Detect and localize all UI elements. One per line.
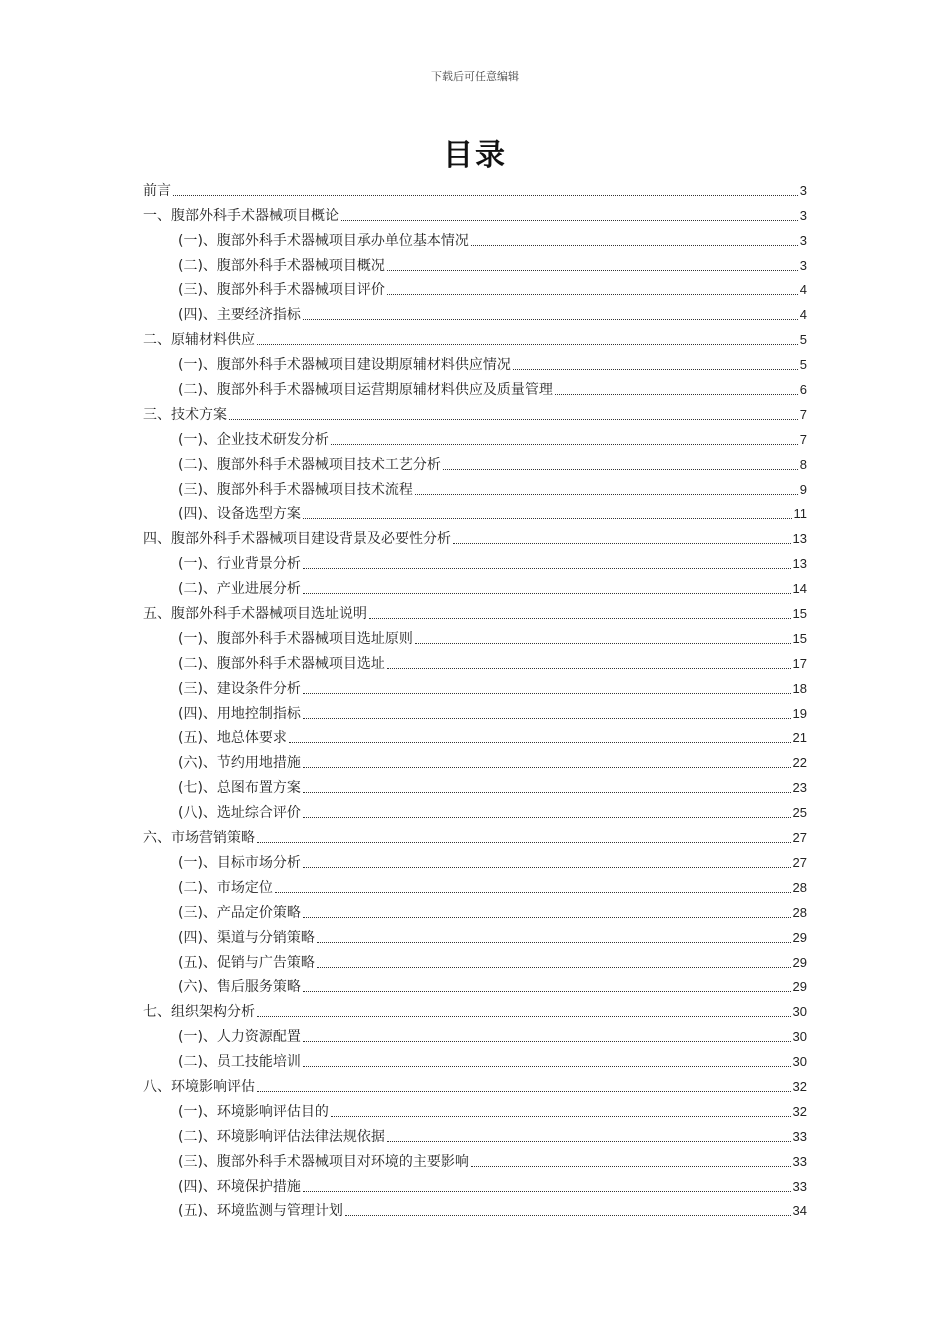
toc-entry-label: (一)、人力资源配置 [178, 1029, 301, 1046]
toc-dot-leader [289, 742, 791, 743]
toc-dot-leader [555, 394, 798, 395]
toc-entry-label: 四、腹部外科手术器械项目建设背景及必要性分析 [143, 531, 451, 548]
toc-dot-leader [303, 319, 798, 320]
toc-entry[interactable] [143, 624, 807, 649]
toc-entry-page: 3 [799, 232, 807, 248]
toc-entry-label: (二)、腹部外科手术器械项目概况 [178, 257, 385, 274]
toc-entry-page: 11 [793, 506, 807, 522]
toc-entry-page: 4 [799, 307, 807, 323]
toc-entry[interactable] [143, 475, 807, 500]
toc-entry-page: 3 [799, 257, 807, 273]
toc-entry-page: 32 [792, 1103, 807, 1119]
toc-entry-label: (一)、环境影响评估目的 [178, 1103, 329, 1120]
toc-entry[interactable] [143, 450, 807, 475]
toc-entry-page: 13 [792, 531, 807, 547]
toc-entry-page: 28 [792, 904, 807, 920]
toc-entry-page: 19 [792, 705, 807, 721]
toc-entry[interactable] [143, 251, 807, 276]
toc-entry[interactable] [143, 599, 807, 624]
toc-entry-page: 7 [799, 406, 807, 422]
toc-entry-label: 一、腹部外科手术器械项目概论 [143, 207, 339, 224]
toc-dot-leader [317, 942, 791, 943]
toc-entry-label: (四)、设备选型方案 [178, 506, 301, 523]
toc-entry[interactable] [143, 201, 807, 226]
toc-entry[interactable] [143, 1147, 807, 1172]
toc-entry[interactable] [143, 748, 807, 773]
toc-dot-leader [345, 1215, 791, 1216]
toc-dot-leader [229, 419, 798, 420]
toc-entry-label: (六)、节约用地措施 [178, 755, 301, 772]
toc-entry[interactable] [143, 500, 807, 525]
toc-dot-leader [257, 1091, 791, 1092]
toc-entry[interactable] [143, 823, 807, 848]
toc-entry-page: 30 [792, 1054, 807, 1070]
toc-entry-label: 三、技术方案 [143, 406, 227, 423]
toc-entry[interactable] [143, 1122, 807, 1147]
toc-dot-leader [303, 718, 791, 719]
toc-entry-label: (二)、产业进展分析 [178, 581, 301, 598]
toc-entry-label: (七)、总图布置方案 [178, 780, 301, 797]
toc-entry-label: (一)、行业背景分析 [178, 556, 301, 573]
toc-dot-leader [257, 842, 791, 843]
toc-entry-page: 32 [792, 1078, 807, 1094]
toc-dot-leader [303, 991, 791, 992]
toc-dot-leader [257, 1016, 791, 1017]
toc-entry-page: 29 [792, 929, 807, 945]
toc-dot-leader [303, 867, 791, 868]
toc-entry-page: 15 [792, 630, 807, 646]
toc-dot-leader [443, 469, 798, 470]
toc-entry-label: (三)、腹部外科手术器械项目评价 [178, 282, 385, 299]
toc-entry-page: 23 [792, 780, 807, 796]
toc-entry-label: 二、原辅材料供应 [143, 332, 255, 349]
toc-entry[interactable] [143, 1022, 807, 1047]
toc-entry-page: 27 [792, 830, 807, 846]
toc-entry-label: (四)、用地控制指标 [178, 705, 301, 722]
toc-entry-page: 15 [792, 606, 807, 622]
toc-entry-label: (二)、腹部外科手术器械项目运营期原辅材料供应及质量管理 [178, 382, 553, 399]
toc-entry-label: (五)、环境监测与管理计划 [178, 1203, 343, 1220]
toc-entry-page: 22 [792, 755, 807, 771]
toc-entry-label: (四)、环境保护措施 [178, 1178, 301, 1195]
toc-dot-leader [303, 1066, 791, 1067]
toc-entry[interactable] [143, 1097, 807, 1122]
toc-entry[interactable] [143, 948, 807, 973]
toc-dot-leader [303, 917, 791, 918]
toc-entry-page: 13 [792, 556, 807, 572]
toc-dot-leader [275, 892, 791, 893]
toc-entry[interactable] [143, 574, 807, 599]
toc-dot-leader [303, 518, 792, 519]
toc-entry[interactable] [143, 375, 807, 400]
toc-entry[interactable] [143, 1072, 807, 1097]
toc-dot-leader [331, 444, 798, 445]
toc-dot-leader [303, 767, 791, 768]
toc-entry-page: 7 [799, 431, 807, 447]
toc-entry-page: 29 [792, 979, 807, 995]
toc-entry[interactable] [143, 400, 807, 425]
toc-entry-page: 33 [792, 1153, 807, 1169]
toc-dot-leader [369, 618, 791, 619]
toc-entry-label: 六、市场营销策略 [143, 830, 255, 847]
toc-entry-page: 33 [792, 1128, 807, 1144]
toc-entry[interactable] [143, 1047, 807, 1072]
toc-entry-page: 3 [799, 182, 807, 198]
toc-entry-label: 七、组织架构分析 [143, 1004, 255, 1021]
toc-entry-page: 21 [792, 730, 807, 746]
toc-entry[interactable] [143, 176, 807, 201]
toc-dot-leader [257, 344, 798, 345]
table-of-contents [143, 176, 807, 1221]
toc-dot-leader [387, 1141, 791, 1142]
toc-entry-label: (六)、售后服务策略 [178, 979, 301, 996]
toc-entry-label: (一)、目标市场分析 [178, 854, 301, 871]
toc-entry-page: 29 [792, 954, 807, 970]
toc-entry-page: 34 [792, 1203, 807, 1219]
toc-entry-label: 五、腹部外科手术器械项目选址说明 [143, 606, 367, 623]
toc-entry-label: (一)、腹部外科手术器械项目建设期原辅材料供应情况 [178, 357, 511, 374]
toc-dot-leader [303, 1191, 791, 1192]
toc-entry-page: 28 [792, 879, 807, 895]
toc-entry-label: (三)、建设条件分析 [178, 680, 301, 697]
toc-entry[interactable] [143, 276, 807, 301]
toc-entry-page: 33 [792, 1178, 807, 1194]
header-note: 下载后可任意编辑 [431, 70, 519, 83]
toc-dot-leader [173, 195, 798, 196]
toc-entry-page: 8 [799, 456, 807, 472]
toc-entry-label: (一)、腹部外科手术器械项目承办单位基本情况 [178, 232, 469, 249]
toc-entry[interactable] [143, 997, 807, 1022]
toc-entry-page: 4 [799, 282, 807, 298]
toc-entry-label: (一)、腹部外科手术器械项目选址原则 [178, 630, 413, 647]
toc-dot-leader [303, 1041, 791, 1042]
toc-dot-leader [415, 643, 791, 644]
toc-dot-leader [387, 668, 791, 669]
toc-dot-leader [303, 817, 791, 818]
toc-dot-leader [317, 967, 791, 968]
toc-entry[interactable] [143, 1197, 807, 1222]
toc-entry[interactable] [143, 699, 807, 724]
toc-dot-leader [331, 1116, 791, 1117]
toc-entry[interactable] [143, 226, 807, 251]
toc-entry-page: 5 [799, 332, 807, 348]
toc-dot-leader [513, 369, 798, 370]
toc-entry-page: 3 [799, 207, 807, 223]
toc-entry-label: (三)、腹部外科手术器械项目技术流程 [178, 481, 413, 498]
toc-dot-leader [415, 494, 798, 495]
toc-dot-leader [303, 792, 791, 793]
toc-entry-label: (五)、促销与广告策略 [178, 954, 315, 971]
toc-entry-page: 17 [792, 655, 807, 671]
toc-entry-page: 5 [799, 357, 807, 373]
toc-dot-leader [387, 270, 798, 271]
toc-entry[interactable] [143, 724, 807, 749]
toc-entry[interactable] [143, 773, 807, 798]
toc-entry-label: (二)、腹部外科手术器械项目选址 [178, 655, 385, 672]
toc-entry[interactable] [143, 798, 807, 823]
toc-entry[interactable] [143, 1172, 807, 1197]
toc-entry[interactable] [143, 674, 807, 699]
toc-entry-label: (四)、渠道与分销策略 [178, 929, 315, 946]
toc-entry-label: 八、环境影响评估 [143, 1078, 255, 1095]
toc-entry[interactable] [143, 923, 807, 948]
toc-dot-leader [453, 543, 791, 544]
toc-entry-label: (三)、产品定价策略 [178, 904, 301, 921]
toc-dot-leader [387, 294, 798, 295]
toc-entry-page: 14 [792, 581, 807, 597]
toc-entry-label: (五)、地总体要求 [178, 730, 287, 747]
toc-dot-leader [471, 245, 798, 246]
toc-entry-label: (三)、腹部外科手术器械项目对环境的主要影响 [178, 1153, 469, 1170]
toc-entry[interactable] [143, 549, 807, 574]
toc-entry-page: 27 [792, 854, 807, 870]
toc-entry[interactable] [143, 325, 807, 350]
toc-entry-label: (八)、选址综合评价 [178, 805, 301, 822]
toc-entry-page: 18 [792, 680, 807, 696]
toc-entry[interactable] [143, 300, 807, 325]
toc-dot-leader [341, 220, 798, 221]
toc-entry[interactable] [143, 649, 807, 674]
toc-entry[interactable] [143, 898, 807, 923]
toc-entry-label: (二)、员工技能培训 [178, 1054, 301, 1071]
toc-entry-label: (二)、市场定位 [178, 879, 273, 896]
toc-entry-page: 30 [792, 1004, 807, 1020]
toc-entry-label: (二)、腹部外科手术器械项目技术工艺分析 [178, 456, 441, 473]
toc-entry[interactable] [143, 973, 807, 998]
toc-title: 目录 [443, 138, 507, 173]
toc-entry-page: 30 [792, 1029, 807, 1045]
toc-dot-leader [303, 568, 791, 569]
toc-entry-label: (二)、环境影响评估法律法规依据 [178, 1128, 385, 1145]
toc-entry-label: (一)、企业技术研发分析 [178, 431, 329, 448]
toc-dot-leader [303, 593, 791, 594]
toc-entry-page: 9 [799, 481, 807, 497]
toc-entry-page: 6 [799, 382, 807, 398]
toc-entry-label: 前言 [143, 182, 171, 199]
toc-entry[interactable] [143, 350, 807, 375]
toc-dot-leader [303, 693, 791, 694]
toc-entry-page: 25 [792, 805, 807, 821]
toc-entry[interactable] [143, 848, 807, 873]
toc-entry-label: (四)、主要经济指标 [178, 307, 301, 324]
toc-entry[interactable] [143, 425, 807, 450]
toc-dot-leader [471, 1166, 791, 1167]
toc-entry[interactable] [143, 873, 807, 898]
toc-entry[interactable] [143, 524, 807, 549]
